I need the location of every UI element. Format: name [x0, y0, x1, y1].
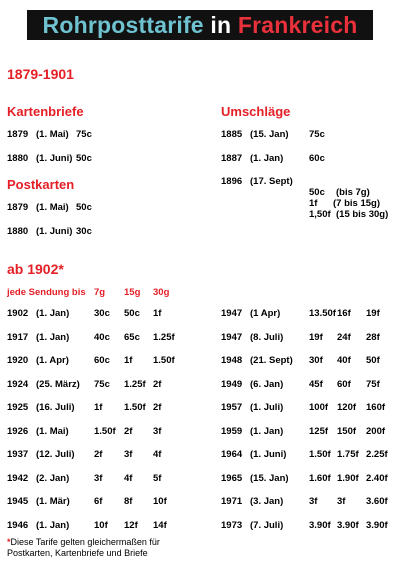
table-cell-date: (15. Jan): [250, 472, 289, 484]
table-cell-v3: 4f: [153, 449, 162, 460]
kb-row-0-price: 75c: [76, 129, 92, 140]
table-cell-date: (1. Jan): [36, 331, 70, 343]
table-cell-v1: 100f: [309, 402, 329, 413]
table-cell-year: 1947: [221, 331, 243, 343]
table-cell-date: (1. Juli): [250, 402, 284, 413]
kb-row-0-year: 1879: [7, 129, 29, 140]
table-cell-date: (21. Sept): [250, 355, 293, 366]
table-cell-v2: 4f: [124, 472, 133, 484]
pk-row-0-price: 50c: [76, 202, 92, 213]
table-cell-v2: 60f: [337, 378, 351, 390]
footnote-star: *: [7, 537, 11, 547]
footnote-line-2: Postkarten, Kartenbriefe und Briefe: [7, 548, 148, 558]
um-tier-1-price: 1f: [309, 198, 318, 209]
table-cell-v3: 160f: [366, 402, 386, 413]
table-cell-v2: 1.90f: [337, 472, 359, 484]
um-row-2-year: 1896: [221, 176, 243, 187]
table-cell-v1: 40c: [94, 331, 110, 343]
table-cell-date: (1. Mär): [36, 496, 70, 507]
table-cell-v2: 150f: [337, 425, 357, 437]
table-cell-year: 1942: [7, 472, 29, 484]
kb-row-1-date: (1. Juni): [36, 153, 73, 164]
table-cell-v1: 1f: [94, 402, 103, 413]
table-cell-v3: 1.50f: [153, 355, 175, 366]
table-header-15g: 15g: [124, 287, 141, 298]
table-cell-v3: 14f: [153, 519, 167, 531]
table-cell-year: 1971: [221, 496, 243, 507]
table-cell-year: 1920: [7, 355, 29, 366]
pk-row-1-date: (1. Juni): [36, 226, 73, 237]
table-cell-year: 1964: [221, 449, 243, 460]
table-cell-v3: 28f: [366, 331, 380, 343]
table-cell-date: (1. Jan): [36, 308, 70, 319]
title-word-frankreich: Frankreich: [237, 11, 358, 38]
kb-row-1-year: 1880: [7, 153, 29, 164]
um-row-1-price: 60c: [309, 153, 325, 164]
table-cell-v1: 2f: [94, 449, 103, 460]
period-heading-ab-1902: ab 1902*: [7, 261, 64, 277]
kartenbriefe-heading: Kartenbriefe: [7, 104, 84, 119]
pk-row-1-price: 30c: [76, 226, 92, 237]
table-cell-v2: 3f: [124, 449, 133, 460]
table-cell-date: (16. Juli): [36, 402, 75, 413]
table-cell-v3: 2.40f: [366, 472, 388, 484]
pk-row-1-year: 1880: [7, 226, 29, 237]
table-cell-v3: 2f: [153, 378, 162, 390]
table-cell-date: (25. März): [36, 378, 80, 390]
pk-row-0-year: 1879: [7, 202, 29, 213]
table-cell-v1: 3f: [94, 472, 103, 484]
table-cell-v1: 60c: [94, 355, 110, 366]
um-tier-1-weight: (7 bis 15g): [333, 198, 380, 209]
table-cell-v1: 1.60f: [309, 472, 331, 484]
table-cell-v3: 200f: [366, 425, 386, 437]
table-cell-v2: 12f: [124, 519, 138, 531]
table-cell-date: (12. Juli): [36, 449, 75, 460]
um-tier-0-weight: (bis 7g): [336, 187, 370, 198]
table-cell-v1: 125f: [309, 425, 329, 437]
um-row-0-price: 75c: [309, 129, 325, 140]
table-cell-v1: 3f: [309, 496, 318, 507]
table-cell-date: (1. Mai): [36, 425, 69, 437]
table-cell-v1: 1.50f: [309, 449, 331, 460]
title-word-in: in: [210, 11, 232, 38]
um-row-1-year: 1887: [221, 153, 243, 164]
table-cell-v2: 1.75f: [337, 449, 359, 460]
table-cell-v2: 24f: [337, 331, 351, 343]
table-cell-date: (2. Jan): [36, 472, 70, 484]
period-heading-1879-1901: 1879-1901: [7, 66, 74, 82]
table-cell-v3: 5f: [153, 472, 162, 484]
table-cell-date: (1. Juni): [250, 449, 287, 460]
table-cell-year: 1965: [221, 472, 243, 484]
table-cell-year: 1924: [7, 378, 29, 390]
table-cell-v3: 3.60f: [366, 496, 388, 507]
table-cell-date: (7. Juli): [250, 519, 284, 531]
kb-row-1-price: 50c: [76, 153, 92, 164]
table-cell-v2: 1.25f: [124, 378, 146, 390]
table-cell-v2: 3f: [337, 496, 346, 507]
footnote-line-1: Diese Tarife gelten gleichermaßen für: [10, 537, 160, 547]
table-cell-year: 1946: [7, 519, 29, 531]
table-cell-year: 1957: [221, 402, 243, 413]
title-word-rohrposttarife: Rohrposttarife: [42, 11, 204, 38]
table-cell-v2: 40f: [337, 355, 351, 366]
table-cell-v3: 10f: [153, 496, 167, 507]
table-cell-v1: 75c: [94, 378, 110, 390]
table-cell-v3: 1.25f: [153, 331, 175, 343]
table-cell-v2: 1f: [124, 355, 133, 366]
table-cell-v1: 30f: [309, 355, 323, 366]
table-cell-v1: 19f: [309, 331, 323, 343]
table-cell-v3: 75f: [366, 378, 380, 390]
table-header-label: jede Sendung bis: [7, 287, 86, 298]
umschlaege-heading: Umschläge: [221, 104, 291, 119]
table-cell-v1: 30c: [94, 308, 110, 319]
table-cell-year: 1948: [221, 355, 243, 366]
table-cell-v2: 16f: [337, 308, 351, 319]
table-cell-v3: 2.25f: [366, 449, 388, 460]
table-cell-v1: 13.50f: [309, 308, 336, 319]
table-cell-date: (1. Apr): [36, 355, 69, 366]
um-row-0-year: 1885: [221, 129, 243, 140]
table-cell-v1: 10f: [94, 519, 108, 531]
title-banner: [27, 10, 373, 40]
table-cell-year: 1937: [7, 449, 29, 460]
um-tier-2-weight: (15 bis 30g): [336, 209, 389, 220]
um-row-1-date: (1. Jan): [250, 153, 284, 164]
table-cell-v1: 1.50f: [94, 425, 116, 437]
table-cell-v2: 65c: [124, 331, 140, 343]
table-cell-v3: 2f: [153, 402, 162, 413]
table-cell-v1: 45f: [309, 378, 323, 390]
table-cell-year: 1925: [7, 402, 29, 413]
table-cell-year: 1947: [221, 308, 243, 319]
um-row-2-date: (17. Sept): [250, 176, 293, 187]
kb-row-0-date: (1. Mai): [36, 129, 69, 140]
table-header-7g: 7g: [94, 287, 106, 298]
table-cell-v3: 1f: [153, 308, 162, 319]
table-cell-year: 1945: [7, 496, 29, 507]
table-header-30g: 30g: [153, 287, 170, 298]
table-cell-date: (1 Apr): [250, 308, 281, 319]
table-cell-year: 1917: [7, 331, 29, 343]
table-cell-date: (6. Jan): [250, 378, 284, 390]
um-tier-0-price: 50c: [309, 187, 325, 198]
um-tier-2-price: 1,50f: [309, 209, 331, 220]
table-cell-date: (3. Jan): [250, 496, 284, 507]
table-cell-v2: 50c: [124, 308, 140, 319]
table-cell-v2: 3.90f: [337, 519, 359, 531]
pk-row-0-date: (1. Mai): [36, 202, 69, 213]
table-cell-v2: 120f: [337, 402, 357, 413]
table-cell-year: 1902: [7, 308, 29, 319]
table-cell-year: 1926: [7, 425, 29, 437]
footnote: [7, 537, 160, 559]
table-cell-year: 1949: [221, 378, 243, 390]
um-row-0-date: (15. Jan): [250, 129, 289, 140]
postkarten-heading: Postkarten: [7, 177, 75, 192]
table-cell-v3: 3f: [153, 425, 162, 437]
table-cell-date: (1. Jan): [250, 425, 284, 437]
table-cell-year: 1973: [221, 519, 243, 531]
table-cell-date: (8. Juli): [250, 331, 284, 343]
table-cell-v3: 3.90f: [366, 519, 388, 531]
table-cell-v3: 50f: [366, 355, 380, 366]
table-cell-v1: 3.90f: [309, 519, 331, 531]
table-cell-year: 1959: [221, 425, 243, 437]
table-cell-v2: 1.50f: [124, 402, 146, 413]
table-cell-v3: 19f: [366, 308, 380, 319]
table-cell-date: (1. Jan): [36, 519, 70, 531]
table-cell-v1: 6f: [94, 496, 103, 507]
table-cell-v2: 8f: [124, 496, 133, 507]
table-cell-v2: 2f: [124, 425, 133, 437]
